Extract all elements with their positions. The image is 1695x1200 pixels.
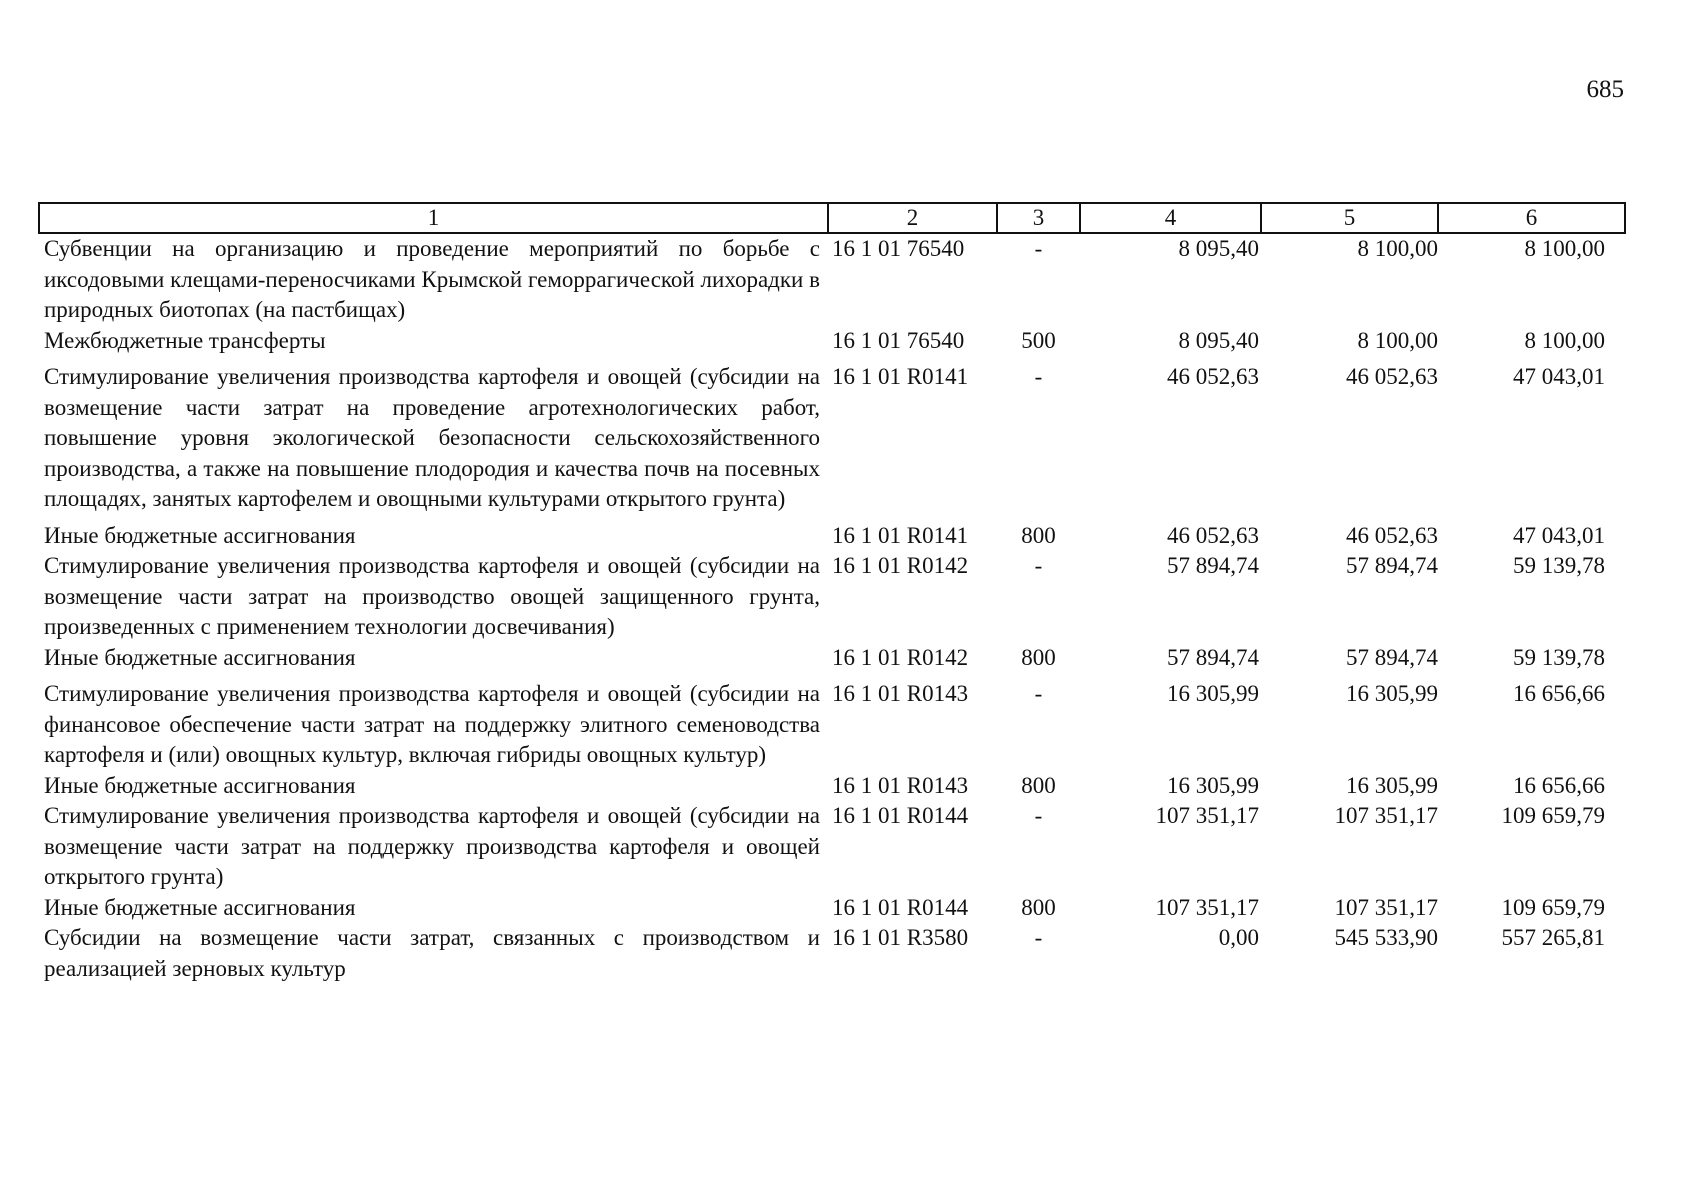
table-header <box>39 203 1625 233</box>
row-target-code: 16 1 01 76540 <box>832 327 965 353</box>
table-row <box>39 923 1625 984</box>
column-header-5: 5 <box>1261 203 1438 233</box>
row-amount-6: 16 656,66 <box>1513 772 1605 798</box>
row-amount-4: 0,00 <box>1218 925 1259 950</box>
row-target-code: 16 1 01 R3580 <box>832 925 969 950</box>
table-row <box>39 551 1625 643</box>
row-description: Стимулирование увеличения производства картофеля и овощей (субсидии на финансовое обеспечение части затрат на поддержку элитного семеноводства картофеля и (или) овощных культур, включая гибриды овощных культур) <box>44 681 820 767</box>
row-amount-5: 16 305,99 <box>1346 681 1438 706</box>
row-amount-6: 109 659,79 <box>1501 803 1605 828</box>
row-amount-6: 109 659,79 <box>1501 894 1605 920</box>
row-target-code: 16 1 01 R0143 <box>832 772 969 798</box>
row-target-code: 16 1 01 R0143 <box>832 681 969 706</box>
row-amount-5: 8 100,00 <box>1357 236 1438 261</box>
row-amount-5: 46 052,63 <box>1346 364 1438 389</box>
row-description: Иные бюджетные ассигнования <box>44 644 356 670</box>
row-target-code: 16 1 01 R0141 <box>832 522 969 548</box>
row-target-code: 16 1 01 R0144 <box>832 894 969 920</box>
row-amount-4: 57 894,74 <box>1167 644 1259 670</box>
row-amount-5: 107 351,17 <box>1334 803 1438 828</box>
row-target-code: 16 1 01 R0142 <box>832 644 969 670</box>
row-description: Межбюджетные трансферты <box>44 327 326 353</box>
row-amount-6: 59 139,78 <box>1513 644 1605 670</box>
row-description: Стимулирование увеличения производства картофеля и овощей (субсидии на возмещение части затрат на поддержку производства картофеля и овощей открытого грунта) <box>44 803 820 889</box>
table-row <box>39 643 1625 680</box>
row-description: Иные бюджетные ассигнования <box>44 894 356 920</box>
row-amount-5: 57 894,74 <box>1346 553 1438 578</box>
row-expense-type: - <box>1034 681 1043 706</box>
row-amount-4: 107 351,17 <box>1155 894 1259 920</box>
row-description: Иные бюджетные ассигнования <box>44 522 356 548</box>
row-expense-type: 800 <box>1021 644 1056 670</box>
row-amount-6: 8 100,00 <box>1524 327 1605 353</box>
column-header-4: 4 <box>1080 203 1261 233</box>
row-amount-4: 57 894,74 <box>1167 553 1259 578</box>
row-amount-6: 16 656,66 <box>1513 681 1605 706</box>
row-amount-4: 8 095,40 <box>1178 236 1259 261</box>
row-expense-type: - <box>1034 364 1043 389</box>
row-amount-5: 545 533,90 <box>1334 925 1438 950</box>
row-amount-5: 16 305,99 <box>1346 772 1438 798</box>
row-expense-type: - <box>1034 925 1043 950</box>
table-row <box>39 521 1625 552</box>
column-header-1: 1 <box>39 203 828 233</box>
row-target-code: 16 1 01 R0141 <box>832 364 969 389</box>
row-description: Стимулирование увеличения производства картофеля и овощей (субсидии на возмещение части затрат на проведение агротехнологических работ, повышение уровня экологической безопасности сельскохозяйственного производства, а также на повышение плодородия и качества почв на посевных площадях, занятых картофелем и овощными культурами открытого грунта) <box>44 364 820 511</box>
table-row <box>39 362 1625 521</box>
row-target-code: 16 1 01 R0144 <box>832 803 969 828</box>
row-description: Иные бюджетные ассигнования <box>44 772 356 798</box>
row-amount-4: 46 052,63 <box>1167 364 1259 389</box>
table-row <box>39 326 1625 363</box>
row-amount-4: 16 305,99 <box>1167 772 1259 798</box>
row-expense-type: - <box>1034 236 1043 261</box>
budget-table <box>38 202 1626 984</box>
row-amount-5: 8 100,00 <box>1357 327 1438 353</box>
row-amount-6: 59 139,78 <box>1513 553 1605 578</box>
row-amount-4: 16 305,99 <box>1167 681 1259 706</box>
row-expense-type: 800 <box>1021 522 1056 548</box>
row-amount-6: 8 100,00 <box>1524 236 1605 261</box>
row-amount-5: 57 894,74 <box>1346 644 1438 670</box>
column-header-6: 6 <box>1438 203 1625 233</box>
row-expense-type: 800 <box>1021 772 1056 798</box>
table-row <box>39 801 1625 893</box>
row-amount-5: 107 351,17 <box>1334 894 1438 920</box>
row-description: Субсидии на возмещение части затрат, связанных с производством и реализацией зерновых культур <box>44 925 820 981</box>
row-expense-type: - <box>1034 803 1043 828</box>
table-row <box>39 233 1625 326</box>
row-amount-6: 557 265,81 <box>1501 925 1605 950</box>
table-body <box>39 233 1625 984</box>
row-amount-4: 8 095,40 <box>1178 327 1259 353</box>
table-row <box>39 771 1625 802</box>
row-amount-4: 107 351,17 <box>1155 803 1259 828</box>
row-amount-4: 46 052,63 <box>1167 522 1259 548</box>
header-row <box>39 203 1625 233</box>
table-row <box>39 893 1625 924</box>
row-description: Стимулирование увеличения производства картофеля и овощей (субсидии на возмещение части затрат на производство овощей защищенного грунта, произведенных с применением технологии досвечивания) <box>44 553 820 639</box>
table-row <box>39 679 1625 771</box>
column-header-2: 2 <box>828 203 997 233</box>
row-target-code: 16 1 01 R0142 <box>832 553 969 578</box>
row-expense-type: 800 <box>1021 894 1056 920</box>
row-expense-type: 500 <box>1021 327 1056 353</box>
row-amount-6: 47 043,01 <box>1513 522 1605 548</box>
row-amount-5: 46 052,63 <box>1346 522 1438 548</box>
page-number: 685 <box>1586 76 1624 103</box>
row-amount-6: 47 043,01 <box>1513 364 1605 389</box>
column-header-3: 3 <box>997 203 1080 233</box>
row-expense-type: - <box>1034 553 1043 578</box>
row-description: Субвенции на организацию и проведение мероприятий по борьбе с иксодовыми клещами-переносчиками Крымской геморрагической лихорадки в природных биотопах (на пастбищах) <box>44 236 820 322</box>
row-target-code: 16 1 01 76540 <box>832 236 965 261</box>
